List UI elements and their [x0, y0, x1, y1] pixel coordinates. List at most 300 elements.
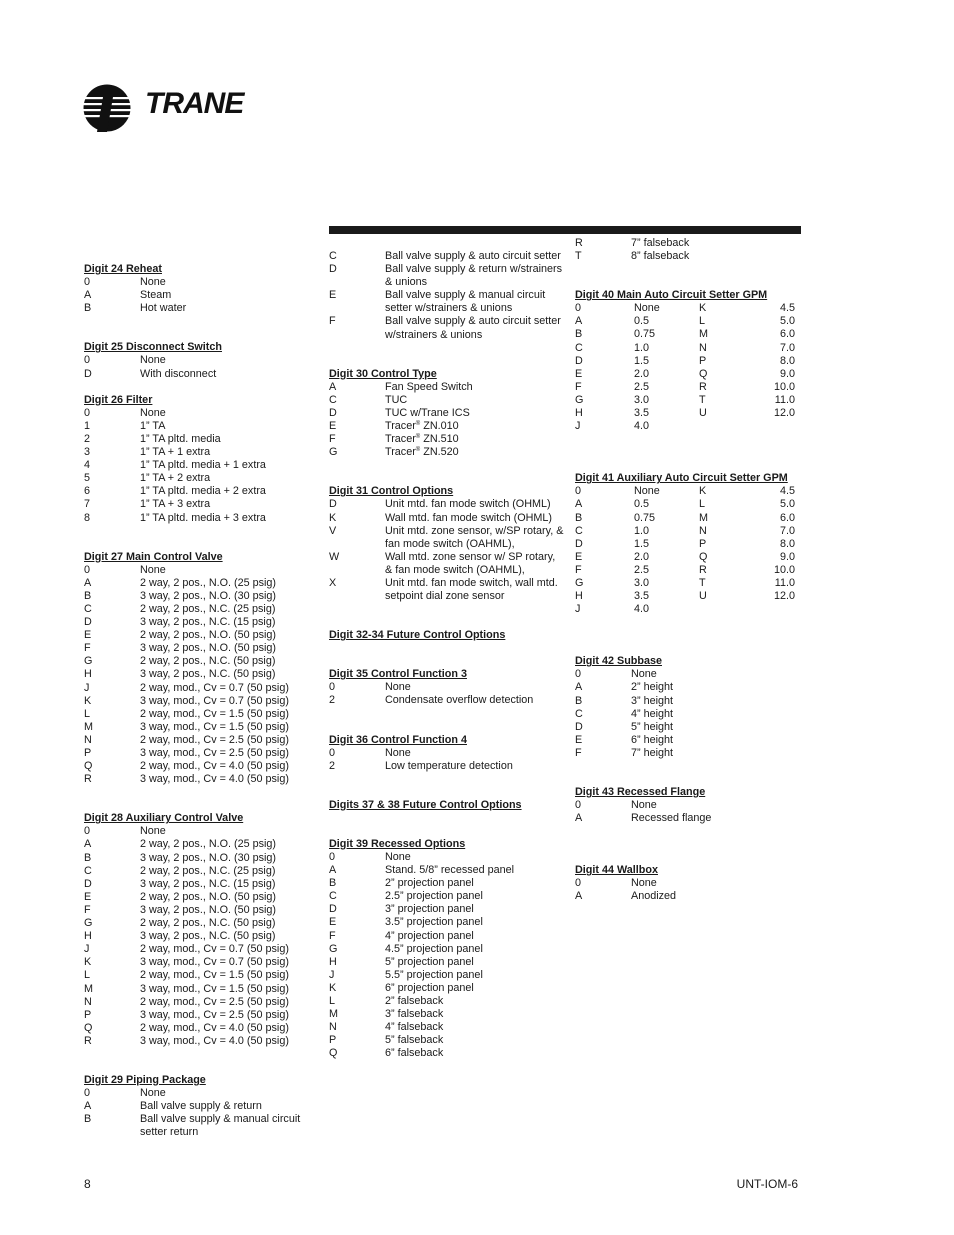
option-code: Q [329, 1047, 338, 1060]
spacer [329, 355, 564, 368]
spacer [84, 525, 314, 538]
option-code: M [699, 328, 708, 341]
option-code: E [329, 916, 337, 929]
option-description: 3 way, mod., Cv = 2.5 (50 psig) [140, 1008, 289, 1021]
option-code: J [575, 420, 581, 433]
option-description: Ball valve supply & manual circuit setter w/strainers & unions [385, 289, 546, 315]
option-code: 0 [575, 302, 582, 315]
option-description: Ball valve supply & manual circuit setter return [140, 1113, 301, 1139]
digit-section [575, 655, 803, 760]
spacer [575, 851, 803, 864]
option-row [329, 446, 564, 459]
option-row [84, 512, 314, 525]
option-description: Hot water [140, 302, 187, 315]
option-row [84, 642, 314, 655]
option-code: 2 [84, 432, 91, 445]
option-code: 0 [575, 485, 582, 498]
option-row [84, 629, 314, 642]
option-description: Anodized [631, 890, 677, 903]
gpm-value: 3.5 [634, 590, 650, 603]
option-description: None [385, 851, 411, 863]
gpm-value: 4.0 [634, 603, 650, 616]
option-row [329, 903, 564, 916]
gpm-value: 12.0 [773, 407, 795, 420]
option-row [575, 668, 803, 681]
option-row [84, 289, 314, 302]
option-description: None [140, 563, 166, 576]
spacer [329, 708, 564, 721]
option-row [84, 616, 314, 629]
option-code: K [329, 981, 337, 994]
option-code: T [699, 393, 706, 406]
option-description: 5.5” projection panel [385, 968, 483, 981]
brand-name: TRANE [145, 87, 244, 120]
option-row [84, 577, 314, 590]
option-description: None [140, 276, 166, 289]
option-code: H [575, 590, 583, 603]
option-code: A [575, 315, 583, 328]
option-description: 3 way, 2 pos., N.O. (50 psig) [140, 642, 277, 655]
option-code: D [575, 720, 583, 733]
option-row [329, 747, 564, 760]
option-description: Wall mtd. zone sensor w/ SP rotary, & fan mode switch (OAHML), [385, 550, 556, 576]
trane-logo [83, 83, 243, 133]
option-code: A [84, 838, 92, 851]
option-code: R [699, 563, 707, 576]
spacer [575, 825, 803, 838]
option-row [329, 381, 564, 394]
option-description: 2 way, 2 pos., N.C. (50 psig) [140, 917, 276, 930]
gpm-value: 2.0 [634, 367, 650, 380]
option-code: F [575, 563, 582, 576]
option-code: J [84, 943, 90, 956]
option-description: TUC [385, 393, 408, 406]
option-code: H [329, 955, 337, 968]
option-description: Ball valve supply & return w/strainers & unions [385, 263, 563, 289]
option-code: J [329, 968, 335, 981]
option-row [84, 721, 314, 734]
option-row [84, 368, 314, 381]
option-row [329, 1034, 564, 1047]
option-row [329, 681, 564, 694]
option-code: Q [699, 550, 708, 563]
option-description: Unit mtd. zone sensor, w/SP rotary, & fan mode switch (OAHML), [385, 524, 564, 550]
option-description: 5” projection panel [385, 955, 474, 968]
option-description: None [631, 799, 657, 812]
option-description: 3 way, 2 pos., N.O. (50 psig) [140, 903, 277, 916]
option-row [84, 446, 314, 459]
option-description: 3 way, mod., Cv = 0.7 (50 psig) [140, 694, 289, 707]
option-code: F [575, 380, 582, 393]
spacer [575, 838, 803, 851]
header-bar [329, 226, 801, 234]
option-description: Condensate overflow detection [385, 694, 534, 707]
option-row [84, 838, 314, 851]
option-code: U [699, 407, 707, 420]
option-description: 2” projection panel [385, 877, 474, 890]
option-code: P [84, 747, 92, 759]
option-code: L [84, 969, 91, 982]
option-code: E [329, 289, 337, 302]
option-row [329, 1008, 564, 1021]
digit-section [329, 485, 564, 603]
gpm-value: 0.75 [634, 511, 656, 524]
option-row [84, 969, 314, 982]
option-description: 5” height [631, 720, 674, 733]
gpm-value: 11.0 [774, 393, 795, 406]
option-code: D [84, 877, 92, 890]
digit-section [575, 786, 803, 825]
option-row [329, 694, 564, 707]
digit-section [84, 812, 314, 1048]
option-description: 4.5” projection panel [385, 942, 483, 955]
option-row [84, 459, 314, 472]
column-1 [84, 263, 314, 1139]
trane-logo-icon [83, 84, 131, 132]
option-code: A [329, 380, 337, 393]
option-code: A [575, 890, 583, 903]
option-code: 0 [84, 276, 91, 289]
option-row [84, 603, 314, 616]
option-row [575, 890, 803, 903]
option-row [329, 851, 564, 864]
section-heading: Digit 32-34 Future Control Options [329, 629, 506, 642]
option-row [575, 721, 803, 734]
option-code: G [329, 942, 338, 955]
option-code: T [575, 250, 582, 263]
option-row [575, 237, 803, 250]
option-description: Unit mtd. fan mode switch, wall mtd. setpoint dial zone sensor [385, 576, 558, 603]
option-code: 0 [329, 746, 336, 759]
option-row [84, 917, 314, 930]
option-row [84, 564, 314, 577]
gpm-value: 9.0 [779, 367, 795, 380]
option-description: 2 way, 2 pos., N.O. (50 psig) [140, 629, 277, 642]
option-code: D [84, 367, 92, 380]
section-heading: Digit 28 Auxiliary Control Valve [84, 812, 244, 825]
spacer [329, 655, 564, 668]
section-heading: Digit 24 Reheat [84, 263, 162, 275]
spacer [84, 538, 314, 551]
option-code: E [575, 367, 583, 380]
gpm-value: 10.0 [773, 380, 795, 393]
section-heading: Digit 42 Subbase [575, 655, 662, 668]
option-code: 0 [575, 877, 582, 890]
spacer [575, 459, 803, 472]
option-code: C [329, 393, 337, 406]
digit-section [329, 629, 564, 642]
option-code: 2 [329, 759, 336, 772]
option-row [84, 852, 314, 865]
spacer [329, 786, 564, 799]
option-row [575, 812, 803, 825]
option-description: 2 way, 2 pos., N.C. (50 psig) [140, 655, 276, 668]
option-code: 0 [575, 799, 582, 812]
option-code: 0 [575, 668, 582, 681]
option-code: C [575, 524, 583, 537]
option-code: V [329, 524, 337, 537]
option-description: 2 way, mod., Cv = 4.0 (50 psig) [140, 760, 289, 773]
gpm-value: 9.0 [779, 550, 795, 563]
option-row [575, 877, 803, 890]
option-row [84, 983, 314, 996]
option-row [84, 996, 314, 1009]
option-row [84, 1035, 314, 1048]
option-code: E [329, 420, 337, 433]
option-code: D [329, 903, 337, 916]
option-description: 2” falseback [385, 995, 444, 1008]
option-code: R [575, 237, 583, 249]
option-code: F [329, 433, 336, 446]
option-description: 3 way, 2 pos., N.O. (30 psig) [140, 589, 277, 602]
option-code: T [699, 576, 706, 589]
digit-section [575, 864, 803, 903]
gpm-value: 2.0 [634, 550, 650, 563]
option-row [84, 682, 314, 695]
option-code: A [575, 498, 583, 511]
option-description: 8” falseback [631, 250, 690, 263]
option-row [329, 498, 564, 511]
option-description: Unit mtd. fan mode switch (OHML) [385, 498, 551, 511]
option-description: None [140, 1087, 166, 1100]
option-row [329, 577, 564, 603]
gpm-value: 6.0 [779, 328, 795, 341]
option-code: H [84, 668, 92, 681]
option-description: 4” projection panel [385, 929, 474, 942]
gpm-table [575, 302, 803, 433]
option-code: F [575, 746, 582, 759]
spacer [84, 786, 314, 799]
option-code: D [84, 616, 92, 629]
option-description: 2 way, mod., Cv = 0.7 (50 psig) [140, 681, 289, 694]
option-description: 3 way, mod., Cv = 4.0 (50 psig) [140, 773, 289, 786]
option-row [329, 930, 564, 943]
option-description: 2 way, mod., Cv = 1.5 (50 psig) [140, 969, 289, 982]
option-row [329, 982, 564, 995]
option-code: M [84, 982, 93, 995]
option-description: 2” height [631, 681, 674, 694]
option-code: P [699, 537, 707, 550]
option-description: None [140, 354, 166, 367]
option-description: 1” TA pltd. media [140, 432, 221, 445]
option-row [84, 668, 314, 681]
gpm-value: 1.5 [634, 537, 650, 550]
option-row [84, 655, 314, 668]
option-code: C [84, 602, 92, 615]
option-code: Q [699, 367, 708, 380]
option-code: H [575, 407, 583, 420]
option-code: P [699, 354, 707, 367]
option-code [699, 603, 755, 616]
spacer [329, 642, 564, 655]
option-row [329, 315, 564, 341]
option-code: H [84, 930, 92, 943]
option-code: 3 [84, 446, 91, 459]
option-row [84, 760, 314, 773]
option-row [84, 891, 314, 904]
option-row [329, 995, 564, 1008]
option-row [84, 498, 314, 511]
option-code: Q [84, 1021, 93, 1034]
option-description: None [385, 681, 411, 694]
option-description: 2 way, 2 pos., N.C. (25 psig) [140, 602, 276, 615]
section-heading: Digit 41 Auxiliary Auto Circuit Setter GPM [575, 472, 788, 485]
option-code: 8 [84, 511, 91, 524]
option-code: F [84, 642, 91, 655]
option-description: 3 way, mod., Cv = 4.0 (50 psig) [140, 1034, 289, 1047]
option-code: R [84, 773, 92, 786]
option-description: Ball valve supply & auto circuit setter w/strainers & unions [385, 315, 561, 341]
option-row [84, 1009, 314, 1022]
option-code: 5 [84, 472, 91, 485]
option-row [575, 250, 803, 263]
option-code: 1 [84, 419, 91, 432]
option-code: J [84, 681, 90, 694]
digit-section [329, 799, 564, 812]
spacer [575, 642, 803, 655]
option-code: J [575, 603, 581, 616]
option-description: Steam [140, 289, 172, 302]
option-code: K [84, 956, 92, 969]
option-code: L [699, 498, 706, 511]
option-code: A [575, 681, 583, 694]
option-description: Tracer® ZN.520 [385, 446, 459, 459]
document-code: UNT-IOM-6 [736, 1177, 798, 1191]
option-code: N [329, 1021, 337, 1034]
option-code: A [84, 289, 92, 302]
section-heading: Digit 43 Recessed Flange [575, 786, 706, 798]
option-code: K [329, 511, 337, 524]
gpm-value: None [634, 302, 660, 315]
option-description: 3” height [631, 694, 674, 707]
gpm-value: 0.5 [634, 315, 650, 328]
option-row [329, 864, 564, 877]
gpm-value: 8.0 [779, 354, 795, 367]
option-row [329, 289, 564, 315]
option-code: 6 [84, 485, 91, 498]
option-description: None [140, 825, 166, 838]
option-code: F [329, 315, 336, 328]
option-description: 4” height [631, 707, 674, 720]
gpm-value: 7.0 [779, 341, 795, 354]
option-row [84, 825, 314, 838]
option-description: 3 way, mod., Cv = 0.7 (50 psig) [140, 956, 289, 969]
option-row [575, 708, 803, 721]
option-code: B [84, 851, 92, 864]
option-description: 3” projection panel [385, 903, 474, 916]
digit-section [329, 368, 564, 460]
option-description: 2 way, mod., Cv = 4.0 (50 psig) [140, 1021, 289, 1034]
gpm-table [575, 485, 803, 616]
option-code: B [575, 511, 583, 524]
section-heading: Digit 27 Main Control Valve [84, 550, 223, 563]
spacer [329, 342, 564, 355]
option-code: L [699, 315, 706, 328]
option-code: E [575, 550, 583, 563]
gpm-value: 1.0 [634, 524, 650, 537]
option-code: B [84, 302, 92, 315]
option-description: TUC w/Trane ICS [385, 406, 470, 419]
option-description: 7” height [631, 746, 674, 759]
option-row [329, 969, 564, 982]
option-row [329, 420, 564, 433]
option-code: P [84, 1008, 92, 1021]
gpm-value: 2.5 [634, 563, 650, 576]
option-row [329, 433, 564, 446]
option-code: C [329, 250, 337, 262]
option-code: N [699, 341, 707, 354]
option-row [84, 1113, 314, 1139]
option-row [84, 1022, 314, 1035]
option-row [84, 956, 314, 969]
option-description: 1” TA + 1 extra [140, 446, 211, 459]
section-heading: Digit 30 Control Type [329, 367, 437, 380]
option-code: L [84, 707, 91, 720]
option-row [329, 956, 564, 969]
section-heading: Digit 36 Control Function 4 [329, 733, 467, 746]
option-code: N [84, 733, 92, 746]
option-row [329, 263, 564, 289]
option-code: G [575, 393, 584, 406]
option-description: None [385, 746, 411, 759]
option-row [84, 472, 314, 485]
section-heading: Digit 29 Piping Package [84, 1073, 206, 1086]
option-row [84, 773, 314, 786]
option-description: 3 way, mod., Cv = 2.5 (50 psig) [140, 747, 289, 759]
gpm-value: 8.0 [779, 537, 795, 550]
option-description: 5” falseback [385, 1034, 444, 1047]
spacer [329, 603, 564, 616]
gpm-value: 0.75 [634, 328, 656, 341]
option-row [84, 865, 314, 878]
gpm-value: 3.5 [634, 407, 650, 420]
option-code: G [84, 655, 93, 668]
option-row [84, 904, 314, 917]
option-description: Fan Speed Switch [385, 380, 473, 393]
option-code: 7 [84, 498, 91, 511]
option-row [575, 734, 803, 747]
option-row [84, 708, 314, 721]
option-code: E [575, 733, 583, 746]
column-3 [575, 237, 803, 904]
gpm-value: 11.0 [774, 576, 795, 589]
spacer [84, 799, 314, 812]
option-code: K [699, 485, 707, 498]
section-heading: Digit 25 Disconnect Switch [84, 341, 222, 354]
option-row [84, 407, 314, 420]
option-row [84, 354, 314, 367]
option-description: 1” TA + 2 extra [140, 472, 211, 485]
spacer [575, 276, 803, 289]
gpm-value: 6.0 [779, 511, 795, 524]
digit-section [329, 668, 564, 707]
option-description: 1” TA pltd. media + 3 extra [140, 511, 266, 524]
option-row [329, 1047, 564, 1060]
option-description: 4” falseback [385, 1021, 444, 1034]
gpm-value: 5.0 [779, 315, 795, 328]
option-row [84, 747, 314, 760]
option-description: Tracer® ZN.510 [385, 433, 459, 446]
option-code: D [575, 354, 583, 367]
option-description: 3 way, 2 pos., N.C. (15 psig) [140, 616, 276, 629]
gpm-value: 4.0 [634, 420, 650, 433]
section-heading: Digit 39 Recessed Options [329, 837, 466, 850]
section-heading: Digit 40 Main Auto Circuit Setter GPM [575, 289, 768, 302]
spacer [575, 616, 803, 629]
option-code: K [84, 694, 92, 707]
option-row [329, 250, 564, 263]
option-description: 1” TA + 3 extra [140, 498, 211, 511]
